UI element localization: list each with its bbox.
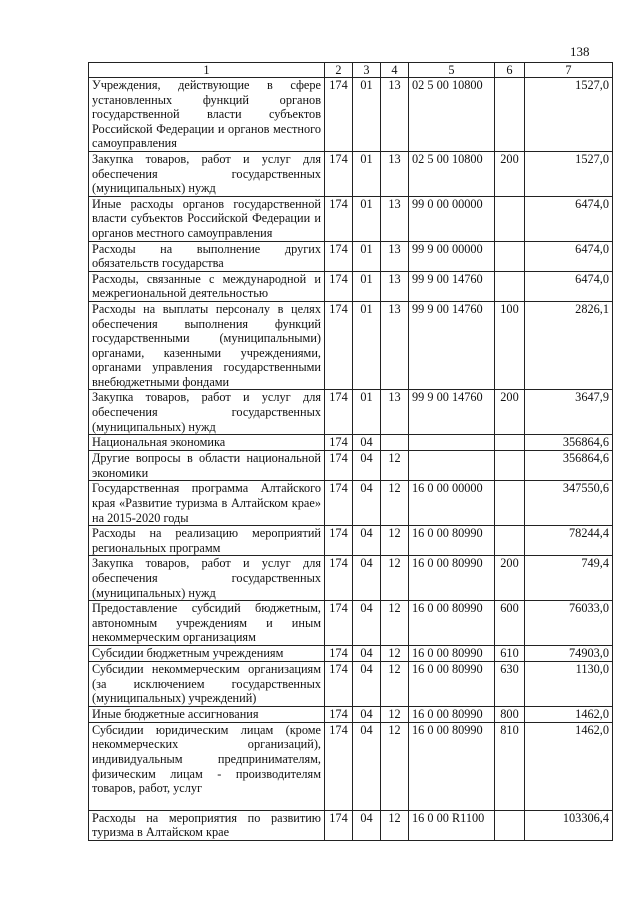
section-code-cell: 04 (353, 645, 381, 661)
amount-cell: 76033,0 (525, 601, 613, 646)
expense-name-cell: Субсидии некоммерческим организациям (за исключением государственных (муниципальных) учреждений) (89, 661, 325, 706)
section-code-cell: 01 (353, 151, 381, 196)
section-code-cell: 04 (353, 601, 381, 646)
table-row (89, 661, 613, 706)
expense-name-cell: Расходы на реализацию мероприятий региональных программ (89, 526, 325, 556)
subsection-code-cell: 13 (381, 271, 409, 301)
expense-type-code-cell: 810 (495, 722, 525, 810)
amount-cell: 1527,0 (525, 78, 613, 152)
expense-name-cell: Закупка товаров, работ и услуг для обеспечения государственных (муниципальных) нужд (89, 390, 325, 435)
section-code-cell: 01 (353, 390, 381, 435)
table-row (89, 481, 613, 526)
expense-name-cell: Иные бюджетные ассигнования (89, 706, 325, 722)
subsection-code-cell: 13 (381, 301, 409, 390)
target-item-code-cell: 02 5 00 10800 (409, 78, 495, 152)
header-cell-7: 7 (525, 63, 613, 78)
expense-name-cell: Расходы на выполнение других обязательств государства (89, 241, 325, 271)
section-code-cell: 04 (353, 481, 381, 526)
expense-name-cell: Субсидии бюджетным учреждениям (89, 645, 325, 661)
target-item-code-cell: 99 9 00 14760 (409, 271, 495, 301)
target-item-code-cell: 16 0 00 80990 (409, 645, 495, 661)
section-code-cell: 01 (353, 196, 381, 241)
section-code-cell: 04 (353, 661, 381, 706)
target-item-code-cell: 02 5 00 10800 (409, 151, 495, 196)
expense-type-code-cell: 200 (495, 556, 525, 601)
ministry-code-cell: 174 (325, 78, 353, 152)
ministry-code-cell: 174 (325, 810, 353, 840)
ministry-code-cell: 174 (325, 526, 353, 556)
ministry-code-cell: 174 (325, 481, 353, 526)
target-item-code-cell: 99 9 00 00000 (409, 241, 495, 271)
header-cell-2: 2 (325, 63, 353, 78)
expense-type-code-cell (495, 435, 525, 451)
table-row (89, 601, 613, 646)
table-row (89, 78, 613, 152)
expense-name-cell: Другие вопросы в области национальной экономики (89, 451, 325, 481)
amount-cell: 1462,0 (525, 706, 613, 722)
expense-name-cell: Иные расходы органов государственной власти субъектов Российской Федерации и органов местного самоуправления (89, 196, 325, 241)
target-item-code-cell: 99 9 00 14760 (409, 301, 495, 390)
expense-type-code-cell (495, 526, 525, 556)
target-item-code-cell: 99 0 00 00000 (409, 196, 495, 241)
subsection-code-cell: 12 (381, 601, 409, 646)
amount-cell: 347550,6 (525, 481, 613, 526)
subsection-code-cell: 12 (381, 481, 409, 526)
expense-type-code-cell (495, 481, 525, 526)
section-code-cell: 04 (353, 810, 381, 840)
table-body (89, 78, 613, 841)
table-row (89, 271, 613, 301)
expense-name-cell: Национальная экономика (89, 435, 325, 451)
expense-type-code-cell: 610 (495, 645, 525, 661)
subsection-code-cell: 12 (381, 706, 409, 722)
section-code-cell: 01 (353, 271, 381, 301)
ministry-code-cell: 174 (325, 601, 353, 646)
ministry-code-cell: 174 (325, 661, 353, 706)
subsection-code-cell: 13 (381, 241, 409, 271)
budget-table (88, 62, 613, 841)
expense-type-code-cell (495, 810, 525, 840)
amount-cell: 1130,0 (525, 661, 613, 706)
expense-type-code-cell: 100 (495, 301, 525, 390)
subsection-code-cell: 12 (381, 556, 409, 601)
expense-name-cell: Расходы на выплаты персоналу в целях обеспечения выполнения функций государственными (муниципальными) органами, казенными учреждениями, органами управления государственными внебюджетными фондами (89, 301, 325, 390)
ministry-code-cell: 174 (325, 722, 353, 810)
target-item-code-cell: 16 0 00 80990 (409, 661, 495, 706)
expense-name-cell: Закупка товаров, работ и услуг для обеспечения государственных (муниципальных) нужд (89, 556, 325, 601)
expense-type-code-cell: 200 (495, 390, 525, 435)
table-row (89, 556, 613, 601)
target-item-code-cell (409, 451, 495, 481)
amount-cell: 2826,1 (525, 301, 613, 390)
expense-name-cell: Субсидии юридическим лицам (кроме некоммерческих организаций), индивидуальным предпринимателям, физическим лицам - производителям товаров, работ, услуг (89, 722, 325, 810)
amount-cell: 356864,6 (525, 435, 613, 451)
ministry-code-cell: 174 (325, 241, 353, 271)
amount-cell: 1527,0 (525, 151, 613, 196)
section-code-cell: 04 (353, 706, 381, 722)
target-item-code-cell: 16 0 00 80990 (409, 706, 495, 722)
amount-cell: 356864,6 (525, 451, 613, 481)
expense-name-cell: Расходы на мероприятия по развитию туризма в Алтайском крае (89, 810, 325, 840)
ministry-code-cell: 174 (325, 435, 353, 451)
section-code-cell: 04 (353, 556, 381, 601)
table-row (89, 301, 613, 390)
target-item-code-cell: 16 0 00 80990 (409, 601, 495, 646)
page-number: 138 (570, 44, 590, 59)
amount-cell: 103306,4 (525, 810, 613, 840)
expense-name-cell: Предоставление субсидий бюджетным, автономным учреждениям и иным некоммерческим организациям (89, 601, 325, 646)
amount-cell: 6474,0 (525, 196, 613, 241)
table-row (89, 526, 613, 556)
subsection-code-cell: 13 (381, 151, 409, 196)
subsection-code-cell: 12 (381, 526, 409, 556)
ministry-code-cell: 174 (325, 271, 353, 301)
section-code-cell: 01 (353, 301, 381, 390)
expense-type-code-cell (495, 78, 525, 152)
header-cell-5: 5 (409, 63, 495, 78)
target-item-code-cell: 99 9 00 14760 (409, 390, 495, 435)
table-row (89, 645, 613, 661)
expense-type-code-cell (495, 451, 525, 481)
ministry-code-cell: 174 (325, 645, 353, 661)
table-row (89, 241, 613, 271)
section-code-cell: 04 (353, 722, 381, 810)
expense-type-code-cell (495, 196, 525, 241)
section-code-cell: 04 (353, 435, 381, 451)
expense-name-cell: Расходы, связанные с международной и межрегиональной деятельностью (89, 271, 325, 301)
subsection-code-cell: 13 (381, 196, 409, 241)
section-code-cell: 01 (353, 241, 381, 271)
expense-type-code-cell (495, 271, 525, 301)
expense-name-cell: Учреждения, действующие в сфере установленных функций органов государственной власти субъектов Российской Федерации и органов местного самоуправления (89, 78, 325, 152)
ministry-code-cell: 174 (325, 451, 353, 481)
amount-cell: 78244,4 (525, 526, 613, 556)
table-row (89, 451, 613, 481)
subsection-code-cell: 12 (381, 661, 409, 706)
header-row (89, 63, 613, 78)
subsection-code-cell: 12 (381, 451, 409, 481)
table-row (89, 722, 613, 810)
expense-name-cell: Закупка товаров, работ и услуг для обеспечения государственных (муниципальных) нужд (89, 151, 325, 196)
target-item-code-cell (409, 435, 495, 451)
expense-type-code-cell (495, 241, 525, 271)
ministry-code-cell: 174 (325, 390, 353, 435)
amount-cell: 6474,0 (525, 241, 613, 271)
header-cell-3: 3 (353, 63, 381, 78)
expense-type-code-cell: 600 (495, 601, 525, 646)
table-row (89, 390, 613, 435)
target-item-code-cell: 16 0 00 00000 (409, 481, 495, 526)
table-row (89, 151, 613, 196)
subsection-code-cell: 13 (381, 78, 409, 152)
ministry-code-cell: 174 (325, 151, 353, 196)
section-code-cell: 04 (353, 526, 381, 556)
subsection-code-cell: 13 (381, 390, 409, 435)
amount-cell: 3647,9 (525, 390, 613, 435)
amount-cell: 1462,0 (525, 722, 613, 810)
ministry-code-cell: 174 (325, 706, 353, 722)
expense-type-code-cell: 800 (495, 706, 525, 722)
amount-cell: 749,4 (525, 556, 613, 601)
header-cell-1: 1 (89, 63, 325, 78)
ministry-code-cell: 174 (325, 196, 353, 241)
target-item-code-cell: 16 0 00 80990 (409, 722, 495, 810)
subsection-code-cell: 12 (381, 645, 409, 661)
section-code-cell: 04 (353, 451, 381, 481)
expense-name-cell: Государственная программа Алтайского края «Развитие туризма в Алтайском крае» на 2015-2020 годы (89, 481, 325, 526)
subsection-code-cell: 12 (381, 810, 409, 840)
table-row (89, 706, 613, 722)
table-row (89, 196, 613, 241)
table-row (89, 810, 613, 840)
target-item-code-cell: 16 0 00 R1100 (409, 810, 495, 840)
section-code-cell: 01 (353, 78, 381, 152)
target-item-code-cell: 16 0 00 80990 (409, 556, 495, 601)
header-cell-6: 6 (495, 63, 525, 78)
amount-cell: 6474,0 (525, 271, 613, 301)
header-cell-4: 4 (381, 63, 409, 78)
table-row (89, 435, 613, 451)
subsection-code-cell (381, 435, 409, 451)
expense-type-code-cell: 200 (495, 151, 525, 196)
ministry-code-cell: 174 (325, 301, 353, 390)
expense-type-code-cell: 630 (495, 661, 525, 706)
amount-cell: 74903,0 (525, 645, 613, 661)
target-item-code-cell: 16 0 00 80990 (409, 526, 495, 556)
subsection-code-cell: 12 (381, 722, 409, 810)
ministry-code-cell: 174 (325, 556, 353, 601)
